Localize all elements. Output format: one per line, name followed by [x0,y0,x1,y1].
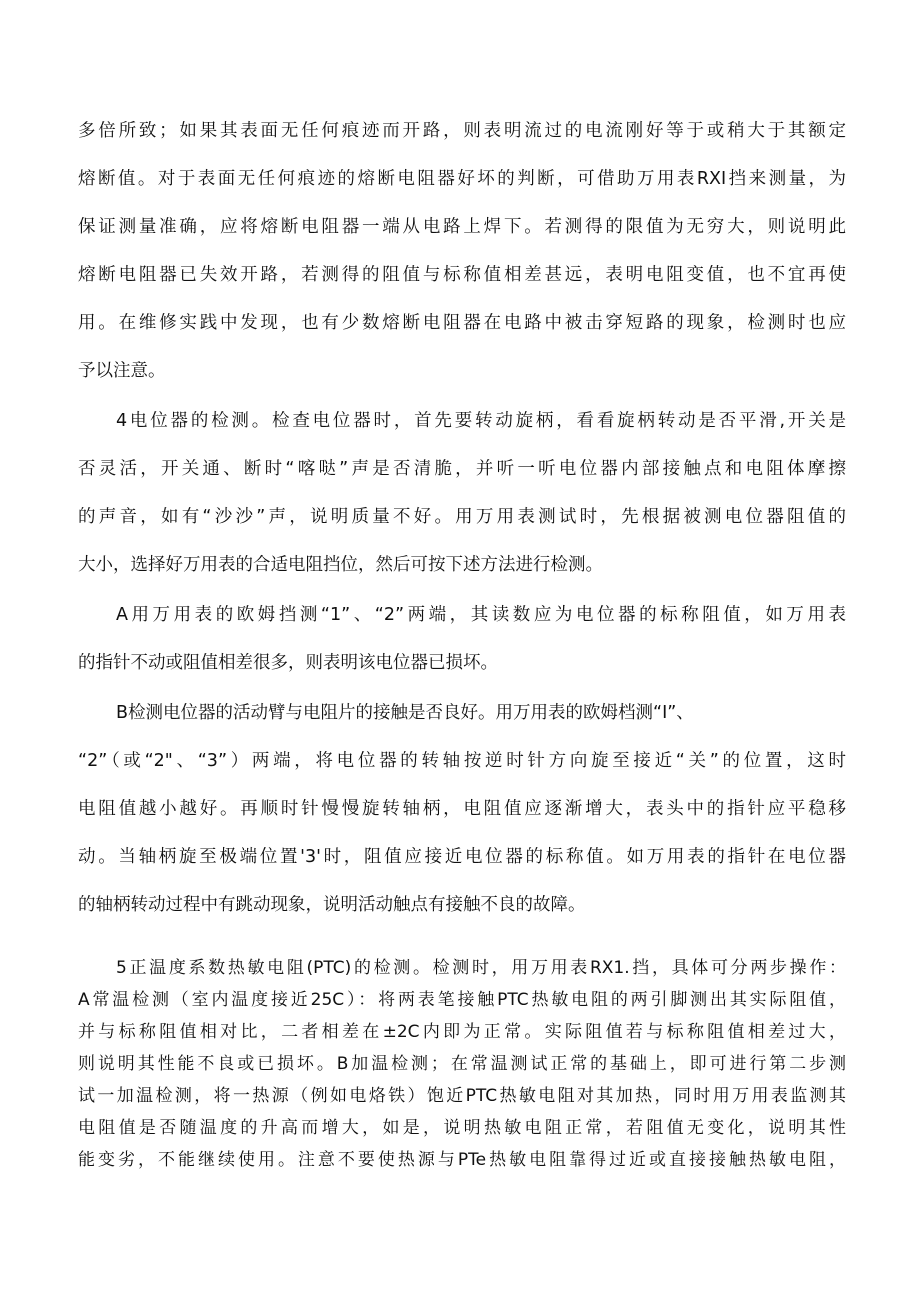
text-line: 5正温度系数热敏电阻(PTC)的检测。检测时，用万用表RX1.挡，具体可分两步操作： [116,958,846,978]
paragraph-ptc-thermistor [78,952,846,1176]
text-line: 电阻值是否随温度的升高而增大，如是，说明热敏电阻正常，若阻值无变化，说明其性 [78,1118,846,1138]
text-line: 予以注意。 [78,361,166,381]
text-line: “2”（或“2"、“3”）两端，将电位器的转轴按逆时针方向旋至接近“关”的位置，这时 [78,751,846,771]
text-line: 熔断电阻器已失效开路，若测得的阻值与标称值相差甚远，表明电阻变值，也不宜再使 [78,265,846,285]
text-line: B检测电位器的活动臂与电阻片的接触是否良好。用万用表的欧姆档测“I”、 [116,703,694,723]
text-line: A用万用表的欧姆挡测“1”、“2”两端，其读数应为电位器的标称阻值，如万用表 [116,605,846,625]
text-line: 的轴柄转动过程中有跳动现象，说明活动触点有接触不良的故障。 [78,895,586,915]
text-line: 多倍所致；如果其表面无任何痕迹而开路，则表明流过的电流刚好等于或稍大于其额定 [78,121,846,141]
paragraph-step-a [78,591,846,687]
text-line: 则说明其性能不良或已损坏。B加温检测；在常温测试正常的基础上，即可进行第二步测 [78,1054,846,1074]
text-line: 能变劣，不能继续使用。注意不要使热源与PTe热敏电阻靠得过近或直接接触热敏电阻， [78,1150,846,1170]
text-line: 的指针不动或阻值相差很多，则表明该电位器已损坏。 [78,653,498,673]
paragraph-fuse-resistor [78,107,846,395]
text-line: 保证测量准确，应将熔断电阻器一端从电路上焊下。若测得的限值为无穷大，则说明此 [78,217,846,237]
text-line: 否灵活，开关通、断时“喀哒”声是否清脆，并听一听电位器内部接触点和电阻体摩擦 [78,459,846,479]
text-line: 并与标称阻值相对比，二者相差在±2C内即为正常。实际阻值若与标称阻值相差过大， [78,1022,846,1042]
text-line: 电阻值越小越好。再顺时针慢慢旋转轴柄，电阻值应逐渐增大，表头中的指针应平稳移 [78,799,846,819]
text-line: 的声音，如有“沙沙”声，说明质量不好。用万用表测试时，先根据被测电位器阻值的 [78,507,846,527]
text-line: 用。在维修实践中发现，也有少数熔断电阻器在电路中被击穿短路的现象，检测时也应 [78,313,846,333]
text-line: 大小，选择好万用表的合适电阻挡位，然后可按下述方法进行检测。 [78,555,603,575]
text-line: 动。当轴柄旋至极端位置'3'时，阻值应接近电位器的标称值。如万用表的指针在电位器 [78,847,846,867]
paragraph-step-b [78,689,846,929]
text-line: 4电位器的检测。检查电位器时，首先要转动旋柄，看看旋柄转动是否平滑,开关是 [116,411,846,431]
text-line: 试一加温检测，将一热源（例如电烙铁）饱近PTC热敏电阻对其加热，同时用万用表监测其 [78,1086,846,1106]
paragraph-potentiometer [78,397,846,589]
text-line: 熔断值。对于表面无任何痕迹的熔断电阻器好坏的判断，可借助万用表RXI挡来测量，为 [78,169,846,189]
text-line: A常温检测（室内温度接近25C）：将两表笔接触PTC热敏电阻的两引脚测出其实际阻值， [78,990,846,1010]
